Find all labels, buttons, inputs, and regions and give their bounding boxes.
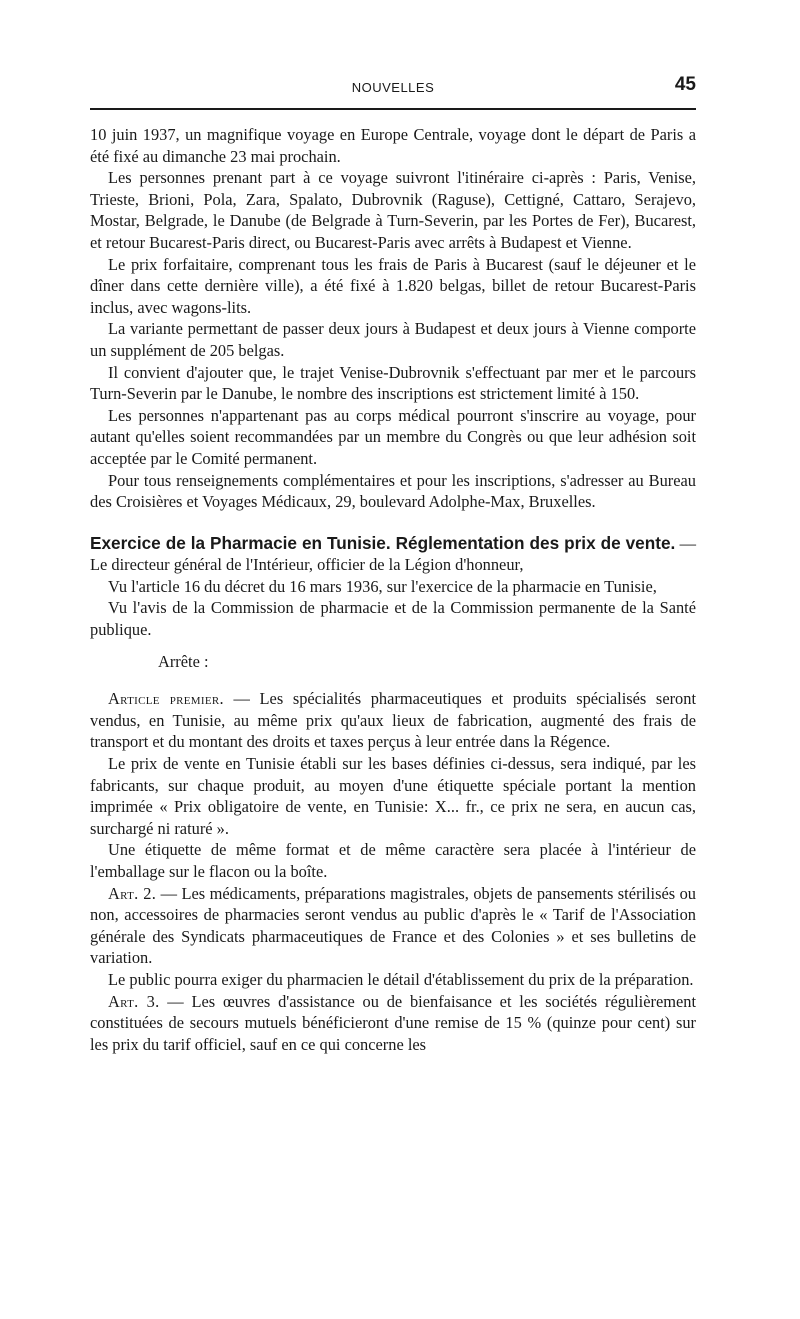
arrete-heading: Arrête :: [158, 651, 209, 671]
running-title: NOUVELLES: [351, 80, 435, 95]
article-text: Le prix de vente en Tunisie établi sur les bases définies ci-dessus, sera indiqué, par les fabricants, sur chaque produit, au moyen d'une étiquette spéciale portant la mention imprimée « Prix obligatoire de vente, en Tunisie: X... fr., ce prix ne sera, en aucun cas, surchargé ni raturé ».: [90, 754, 696, 838]
vu-paragraph: Vu l'avis de la Commission de pharmacie et de la Commission permanente de la Santé publique.: [90, 598, 696, 640]
running-header: [90, 70, 696, 104]
section-title: Exercice de la Pharmacie en Tunisie. Réglementation des prix de vente.: [90, 532, 676, 553]
paragraph: 10 juin 1937, un magnifique voyage en Europe Centrale, voyage dont le départ de Paris a été fixé au dimanche 23 mai prochain.: [90, 125, 696, 166]
article-paragraph: [90, 839, 696, 882]
article-text: — Les médicaments, préparations magistrales, objets de pansements stérilisés ou non, accessoires de pharmacies seront vendus au public d'après le « Tarif de l'Association générale des Syndicats pharmaceutiques de France et des Colonies » et ses bulletins de variation.: [90, 883, 696, 968]
header-rule: [90, 108, 696, 110]
section-heading: [90, 533, 696, 576]
travel-notice: [90, 124, 696, 513]
article-text: — Les œuvres d'assistance ou de bienfaisance et les sociétés régulièrement constituées de secours mutuels bénéficieront d'une remise de 15 % (quinze pour cent) sur les prix du tarif officiel, sauf en ce qui concerne les: [90, 991, 696, 1054]
article-text: — Les spécialités pharmaceutiques et produits spécialisés seront vendus, en Tunisie, au même prix qu'aux lieux de fabrication, augmenté des frais de transport et du montant des droits et taxes perçus à leur entrée dans la Régence.: [90, 689, 696, 752]
page-number: 45: [674, 74, 696, 95]
article-label: Art. 2.: [108, 883, 157, 903]
article-text: Une étiquette de même format et de même caractère sera placée à l'intérieur de l'emballage sur le flacon ou la boîte.: [90, 840, 696, 881]
article-paragraph: [90, 991, 696, 1056]
vu-paragraph: Vu l'article 16 du décret du 16 mars 1936, sur l'exercice de la pharmacie en Tunisie,: [108, 576, 657, 596]
article-paragraph: [90, 969, 696, 991]
article-label: Article premier.: [108, 689, 224, 709]
paragraph: Les personnes prenant part à ce voyage suivront l'itinéraire ci-après : Paris, Venise, Trieste, Brioni, Pola, Zara, Spalato, Dubrovnik (Raguse), Cettigné, Cattaro, Serajevo, Mostar, Belgrade, le Danube (de Belgrade à Turn-Severin, par les Portes de Fer), Bucarest, et retour Bucarest-Paris direct, ou Bucarest-Paris avec arrêts à Budapest et Vienne.: [90, 168, 696, 252]
pharmacy-section: [90, 533, 696, 1056]
section-title-rest: — Le directeur général de l'Intérieur, officier de la Légion d'honneur,: [90, 533, 696, 575]
section-gap: [90, 513, 696, 533]
paragraph: Il convient d'ajouter que, le trajet Venise-Dubrovnik s'effectuant par mer et le parcours Turn-Severin par le Danube, le nombre des inscriptions est strictement limité à 150.: [90, 362, 696, 404]
paragraph: La variante permettant de passer deux jours à Budapest et deux jours à Vienne comporte un supplément de 205 belgas.: [90, 319, 696, 360]
article-text: Le public pourra exiger du pharmacien le détail d'établissement du prix de la préparation.: [108, 969, 694, 989]
article-label: Art. 3.: [108, 991, 160, 1011]
paragraph: Les personnes n'appartenant pas au corps médical pourront s'inscrire au voyage, pour autant qu'elles soient recommandées par un membre du Congrès ou que leur adhésion soit acceptée par le Comité permanent.: [90, 405, 696, 468]
paragraph: Le prix forfaitaire, comprenant tous les frais de Paris à Bucarest (sauf le déjeuner et le dîner dans cette dernière ville), a été fixé à 1.820 belgas, billet de retour Bucarest-Paris inclus, avec wagons-lits.: [90, 254, 696, 317]
paragraph: Pour tous renseignements complémentaires et pour les inscriptions, s'adresser au Bureau des Croisières et Voyages Médicaux, 29, boulevard Adolphe-Max, Bruxelles.: [90, 470, 696, 512]
page: [90, 70, 696, 1055]
article-paragraph: [90, 883, 696, 969]
article-paragraph: [90, 688, 696, 753]
article-paragraph: [90, 753, 696, 839]
